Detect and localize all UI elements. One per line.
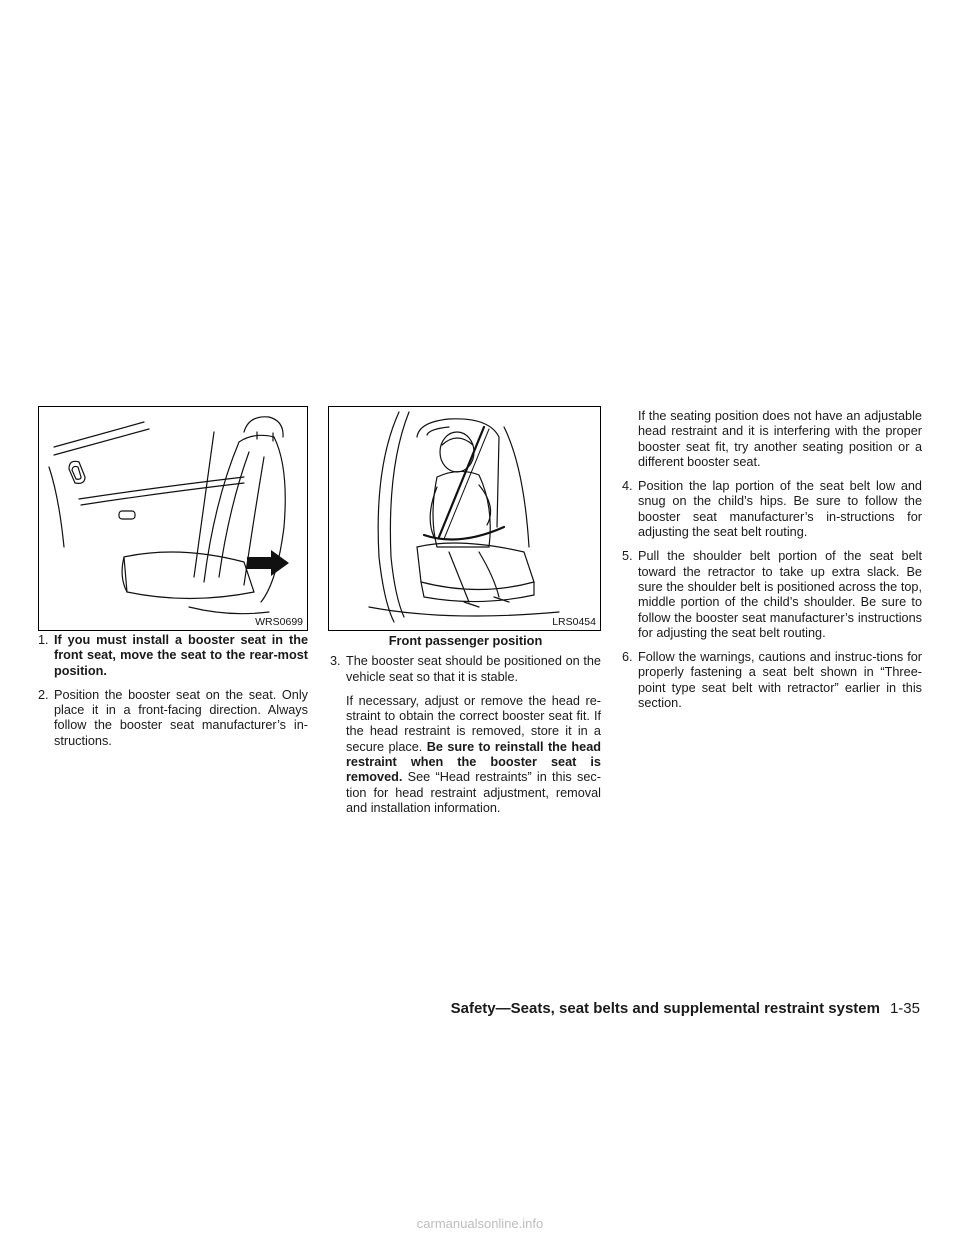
paragraph-bold-text: Be sure to reinstall the head restraint when the booster seat is removed. — [346, 739, 601, 785]
figure-code: LRS0454 — [552, 616, 596, 628]
watermark: carmanualsonline.info — [416, 1216, 544, 1231]
left-column — [38, 633, 308, 758]
step-number: 6. — [622, 650, 633, 665]
head-restraint-paragraph — [346, 694, 601, 816]
step-4 — [622, 479, 922, 540]
step-number: 5. — [622, 549, 633, 564]
right-column — [622, 409, 922, 720]
step-text: If you must install a booster seat in the front seat, move the seat to the rear-most position. — [54, 633, 308, 678]
step-number: 2. — [38, 687, 49, 702]
step-text: The booster seat should be positioned on the vehicle seat so that it is stable. — [346, 654, 601, 684]
front-seat-illustration — [39, 407, 307, 630]
step-number: 4. — [622, 479, 633, 494]
step-text: Position the booster seat on the seat. Only place it in a front-facing direction. Always follow the booster seat manufacturer’s in-structions. — [54, 687, 308, 748]
figure-caption: Front passenger position — [388, 633, 543, 648]
booster-seat-illustration — [329, 407, 600, 630]
middle-column — [330, 633, 601, 825]
page-number: 1-35 — [889, 1000, 920, 1017]
step-3 — [330, 654, 601, 685]
step-2 — [38, 688, 308, 749]
step-number: 3. — [330, 654, 341, 669]
step-text: Pull the shoulder belt portion of the seat belt toward the retractor to take up extra slack. Be sure the shoulder belt is positioned across the top, middle portion of the child’s shoulder. Be sure to follow the booster seat manufacturer’s instructions for adjusting the seat belt routing. — [638, 549, 922, 640]
direction-arrow-icon — [247, 550, 289, 576]
step-1 — [38, 633, 308, 679]
step-5 — [622, 549, 922, 641]
step-6 — [622, 650, 922, 711]
figure-front-seat — [38, 406, 308, 631]
page-footer — [420, 1000, 920, 1017]
section-title: Safety—Seats, seat belts and supplemental restraint system — [450, 1000, 880, 1017]
figure-booster-seat — [328, 406, 601, 631]
step-text: Follow the warnings, cautions and instruc-tions for properly fastening a seat belt shown in “Three-point type seat belt with retractor” earlier in this section. — [638, 650, 922, 711]
seating-position-paragraph: If the seating position does not have an adjustable head restraint and it is interfering with the proper booster seat fit, try another seating position or a different booster seat. — [638, 409, 922, 469]
figure-code: WRS0699 — [255, 616, 303, 628]
paragraph-text: If necessary, adjust or remove the head re-straint to obtain the correct booster seat fit. If the head restraint is removed, store it in a secure place. — [346, 693, 601, 754]
step-number: 1. — [38, 633, 49, 647]
step-text: Position the lap portion of the seat belt low and snug on the child’s hips. Be sure to follow the booster seat manufacturer’s in-structions for adjusting the seat belt routing. — [638, 479, 922, 540]
paragraph-text: See “Head restraints” in this sec-tion for head restraint adjustment, removal and installation information. — [346, 770, 601, 815]
